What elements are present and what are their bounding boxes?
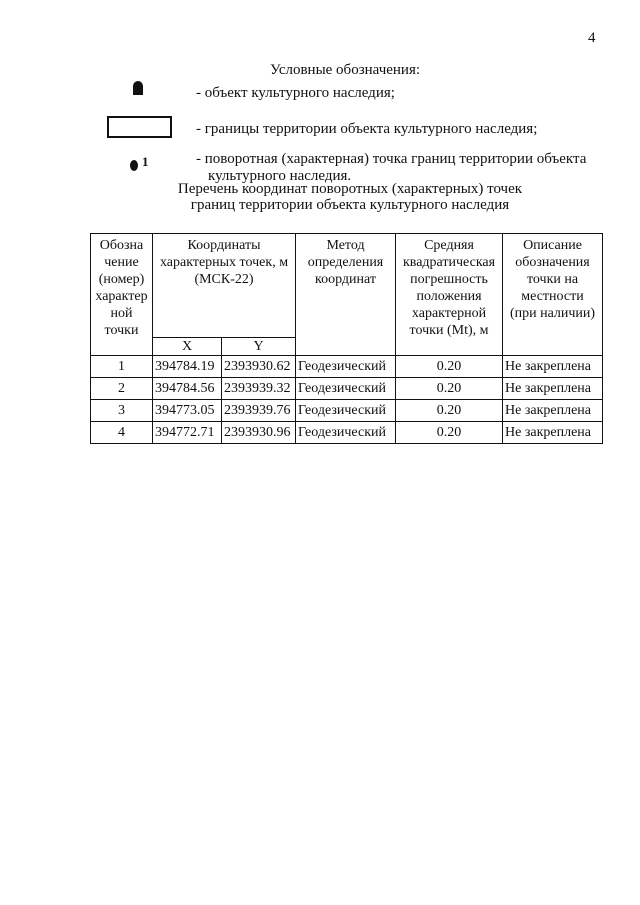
legend-item-object: - объект культурного наследия; [196, 85, 395, 101]
object-marker-icon [133, 81, 143, 95]
header-y: Y [222, 338, 296, 356]
table-row [91, 422, 603, 444]
cell-mt: 0.20 [396, 400, 503, 422]
cell-y: 2393930.96 [222, 422, 296, 444]
coordinates-table [90, 233, 603, 444]
cell-description: Не закреплена [503, 378, 603, 400]
cell-method: Геодезический [296, 356, 396, 378]
cell-x: 394772.71 [153, 422, 222, 444]
coordinates-list-title [150, 181, 550, 213]
list-title-line2: границ территории объекта культурного наследия [190, 197, 510, 213]
legend-item-boundary: - границы территории объекта культурного наследия; [196, 121, 538, 137]
point-symbol-label: 1 [142, 154, 149, 169]
header-x: X [153, 338, 222, 356]
cell-method: Геодезический [296, 400, 396, 422]
header-mean-square-error: Средняя квадратическая погрешность положения характерной точки (Mt), м [396, 234, 503, 356]
header-description: Описание обозначения точки на местности (при наличии) [503, 234, 603, 356]
turning-point-icon [130, 154, 149, 169]
table-row [91, 400, 603, 422]
cell-point-number: 2 [91, 378, 153, 400]
cell-y: 2393939.76 [222, 400, 296, 422]
cell-mt: 0.20 [396, 378, 503, 400]
cell-point-number: 1 [91, 356, 153, 378]
cell-x: 394773.05 [153, 400, 222, 422]
cell-mt: 0.20 [396, 356, 503, 378]
cell-description: Не закреплена [503, 400, 603, 422]
cell-method: Геодезический [296, 422, 396, 444]
cell-y: 2393930.62 [222, 356, 296, 378]
cell-method: Геодезический [296, 378, 396, 400]
cell-x: 394784.56 [153, 378, 222, 400]
table-row [91, 378, 603, 400]
cell-description: Не закреплена [503, 356, 603, 378]
cell-mt: 0.20 [396, 422, 503, 444]
list-title-line1: Перечень координат поворотных (характерных) точек [177, 181, 523, 197]
legend-item-turning-point-line2: культурного наследия. [208, 168, 352, 184]
point-dot-icon [130, 160, 138, 171]
cell-y: 2393939.32 [222, 378, 296, 400]
legend-item-turning-point-line1: - поворотная (характерная) точка границ территории объекта [196, 151, 587, 167]
header-coordinates: Координаты характерных точек, м (МСК-22) [153, 234, 296, 338]
page-number: 4 [588, 30, 596, 46]
table-row [91, 356, 603, 378]
boundary-rectangle-icon [107, 116, 172, 138]
legend-item-turning-point [196, 151, 606, 185]
cell-description: Не закреплена [503, 422, 603, 444]
cell-point-number: 3 [91, 400, 153, 422]
header-point-number: Обозна чение (номер) характер ной точки [91, 234, 153, 356]
legend-title: Условные обозначения: [270, 62, 421, 78]
cell-point-number: 4 [91, 422, 153, 444]
cell-x: 394784.19 [153, 356, 222, 378]
header-method: Метод определения координат [296, 234, 396, 356]
